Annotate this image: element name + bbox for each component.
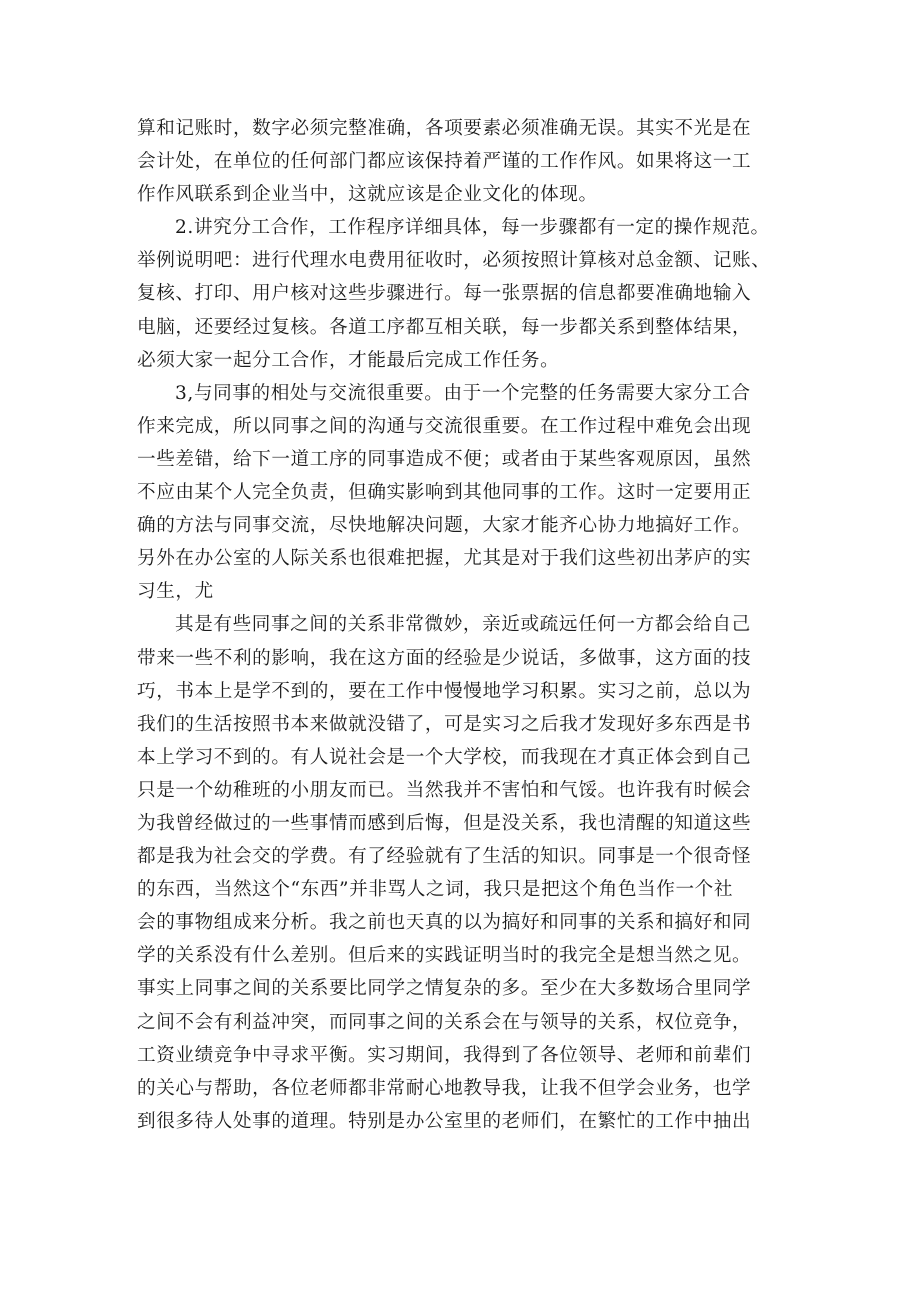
text-line: 我们的生活按照书本来做就没错了，可是实习之后我才发现好多东西是书 [137, 713, 752, 735]
text-line: 举例说明吧：进行代理水电费用征收时，必须按照计算核对总金额、记账、 [137, 250, 771, 272]
paragraph-4 [137, 608, 797, 1138]
text-line: 习生，尤 [137, 581, 214, 603]
text-line: 会计处，在单位的任何部门都应该保持着严谨的工作作风。如果将这一工 [137, 151, 752, 173]
text-line: 带来一些不利的影响，我在这方面的经验是少说话，多做事，这方面的技 [137, 647, 752, 669]
text-line: 的东西，当然这个“东西”并非骂人之词，我只是把这个角色当作一个社 [137, 879, 734, 901]
text-line: 作作风联系到企业当中，这就应该是企业文化的体现。 [137, 184, 598, 206]
text-line: 2.讲究分工合作，工作程序详细具体，每一步骤都有一定的操作规范。 [175, 217, 770, 239]
text-line: 电脑，还要经过复核。各道工序都互相关联，每一步都关系到整体结果， [137, 316, 752, 338]
text-line: 学的关系没有什么差别。但后来的实践证明当时的我完全是想当然之见。 [137, 945, 752, 967]
text-line: 之间不会有利益冲突，而同事之间的关系会在与领导的关系，权位竞争， [137, 1011, 752, 1033]
text-line: 到很多待人处事的道理。特别是办公室里的老师们，在繁忙的工作中抽出 [137, 1110, 752, 1132]
text-line: 只是一个幼稚班的小朋友而已。当然我并不害怕和气馁。也许我有时候会 [137, 779, 752, 801]
text-line: 会的事物组成来分析。我之前也天真的以为搞好和同事的关系和搞好和同 [137, 912, 752, 934]
text-line: 不应由某个人完全负责，但确实影响到其他同事的工作。这时一定要用正 [137, 482, 752, 504]
text-line: 复核、打印、用户核对这些步骤进行。每一张票据的信息都要准确地输入 [137, 283, 752, 305]
text-line: 巧，书本上是学不到的，要在工作中慢慢地学习积累。实习之前，总以为 [137, 680, 752, 702]
text-line: 本上学习不到的。有人说社会是一个大学校，而我现在才真正体会到自己 [137, 746, 752, 768]
text-line: 作来完成，所以同事之间的沟通与交流很重要。在工作过程中难免会出现 [137, 415, 752, 437]
text-line: 工资业绩竞争中寻求平衡。实习期间，我得到了各位领导、老师和前辈们 [137, 1044, 752, 1066]
text-line: 一些差错，给下一道工序的同事造成不便；或者由于某些客观原因，虽然 [137, 448, 752, 470]
paragraph-1 [137, 112, 797, 211]
text-line: 的关心与帮助，各位老师都非常耐心地教导我，让我不但学会业务，也学 [137, 1077, 752, 1099]
text-line: 都是我为社会交的学费。有了经验就有了生活的知识。同事是一个很奇怪 [137, 846, 752, 868]
paragraph-2 [137, 211, 797, 376]
text-line: 3,与同事的相处与交流很重要。由于一个完整的任务需要大家分工合 [175, 382, 751, 404]
text-line: 算和记账时，数字必须完整准确，各项要素必须准确无误。其实不光是在 [137, 118, 752, 139]
text-line: 其是有些同事之间的关系非常微妙，亲近或疏远任何一方都会给自己 [175, 614, 751, 636]
paragraph-3 [137, 377, 797, 609]
document-body [137, 112, 797, 1138]
text-line: 必须大家一起分工合作，才能最后完成工作任务。 [137, 349, 560, 371]
text-line: 确的方法与同事交流，尽快地解决问题，大家才能齐心协力地搞好工作。 [137, 515, 752, 537]
text-line: 另外在办公室的人际关系也很难把握，尤其是对于我们这些初出茅庐的实 [137, 548, 752, 570]
text-line: 事实上同事之间的关系要比同学之情复杂的多。至少在大多数场合里同学 [137, 978, 752, 1000]
text-line: 为我曾经做过的一些事情而感到后悔，但是没关系，我也清醒的知道这些 [137, 812, 752, 834]
